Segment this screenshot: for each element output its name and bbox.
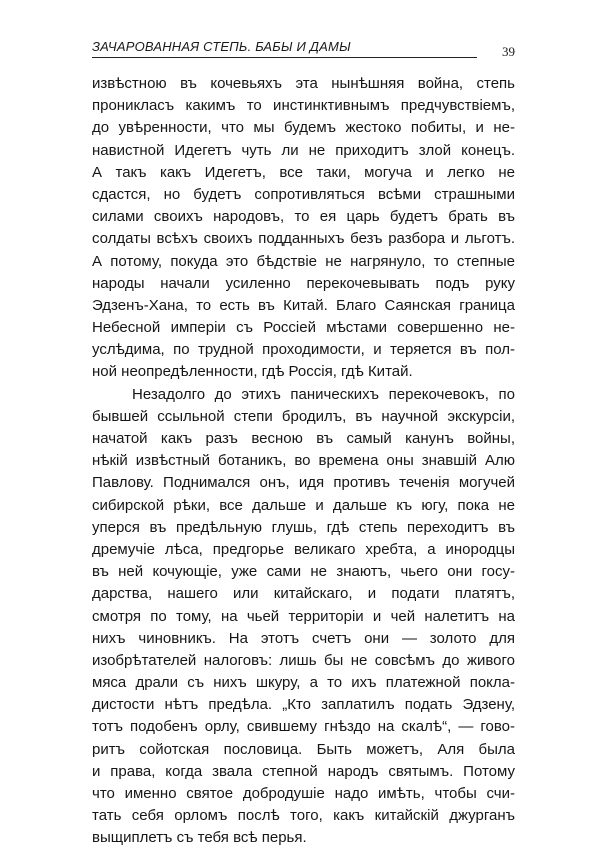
text-line: навистной Идегетъ чуть ли не приходитъ злой конецъ. bbox=[92, 141, 515, 159]
text-line: ной неопредѣленности, гдѣ Россiя, гдѣ Китай. bbox=[92, 363, 413, 381]
text-line: сибирской рѣки, все дальше и дальше къ югу, пока не bbox=[92, 496, 515, 514]
text-line: нихъ чиновникъ. На этотъ счетъ они — золото для bbox=[92, 629, 515, 647]
text-line: Незадолго до этихъ паническихъ перекочевокъ, по bbox=[132, 385, 515, 403]
text-line: дремучiе лѣса, предгорье великаго хребта, а инородцы bbox=[92, 540, 515, 558]
text-line: силами своихъ народовъ, то ея царь будетъ брать въ bbox=[92, 208, 515, 226]
text-line: что именно святое добродушiе надо имѣть, чтобы счи- bbox=[92, 785, 515, 802]
text-line: изобрѣтателей налоговъ: лишь бы не совсѣмъ до живого bbox=[92, 651, 515, 669]
running-title: ЗАЧАРОВАННАЯ СТЕПЬ. БАБЫ И ДАМЫ bbox=[92, 39, 351, 54]
text-line: сдастся, но будетъ сопротивляться всѣми страшными bbox=[92, 185, 515, 203]
text-line: народы начали усиленно перекочевывать подъ руку bbox=[92, 274, 515, 292]
text-line: Небесной имперiи съ Россiей мѣстами совершенно не- bbox=[92, 319, 515, 337]
running-head bbox=[92, 39, 515, 63]
text-line: начатой какъ разъ весною въ самый канунъ войны, bbox=[92, 430, 515, 447]
text-line: смотря по тому, на чьей территорiи и чей налетитъ на bbox=[92, 607, 515, 625]
text-line: А такъ какъ Идегетъ, все таки, могуча и легко не bbox=[92, 163, 515, 181]
text-line: тать себя орломъ послѣ того, какъ китайскiй джурганъ bbox=[92, 807, 515, 825]
text-line: Эдзенъ-Хана, то есть въ Китай. Благо Саянская граница bbox=[92, 296, 515, 314]
text-line: А потому, покуда это бѣдствiе не нагрянуло, то степные bbox=[92, 252, 515, 270]
text-line: мяса драли съ нихъ шкуру, а то ихъ платежной покла- bbox=[92, 674, 515, 692]
text-line: тотъ подобенъ орлу, свившему гнѣздо на скалѣ“, — гово- bbox=[92, 718, 515, 736]
text-line: солдаты всѣхъ своихъ подданныхъ безъ разбора и льготъ. bbox=[92, 230, 515, 248]
text-line: уперся въ предѣльную глушь, гдѣ степь переходитъ въ bbox=[92, 518, 515, 536]
body-text bbox=[92, 73, 515, 850]
text-line: дарства, нашего или китайскаго, и подати платятъ, bbox=[92, 585, 515, 603]
text-line: проникласъ какимъ то инстинктивнымъ предчувствiемъ, bbox=[92, 97, 515, 115]
text-line: до увѣренности, что мы будемъ жестоко побиты, и не- bbox=[92, 119, 515, 137]
text-line: ритъ сойотская пословица. Быть можетъ, Аля была bbox=[92, 740, 515, 758]
page-number: 39 bbox=[502, 44, 515, 59]
text-line: нѣкiй извѣстный ботаникъ, во времена оны знавшiй Алю bbox=[92, 452, 515, 470]
text-line: въ ней кочующiе, уже сами не знаютъ, чьего они госу- bbox=[92, 563, 515, 581]
text-line: и права, когда звала степной народъ святымъ. Потому bbox=[92, 762, 515, 780]
text-line: выщиплетъ съ тебя всѣ перья. bbox=[92, 829, 307, 847]
text-line: извѣстною въ кочевьяхъ эта нынѣшняя война, степь bbox=[92, 75, 515, 92]
text-line: Павлову. Поднимался онъ, идя противъ теченiя могучей bbox=[92, 474, 515, 492]
header-rule bbox=[92, 57, 477, 58]
text-line: дистости нѣтъ предѣла. „Кто заплатилъ подать Эдзену, bbox=[92, 696, 515, 714]
text-line: бывшей ссыльной степи бродилъ, въ научной экскурсiи, bbox=[92, 407, 515, 425]
text-line: услѣдима, по трудной проходимости, и теряется въ пол- bbox=[92, 341, 515, 359]
